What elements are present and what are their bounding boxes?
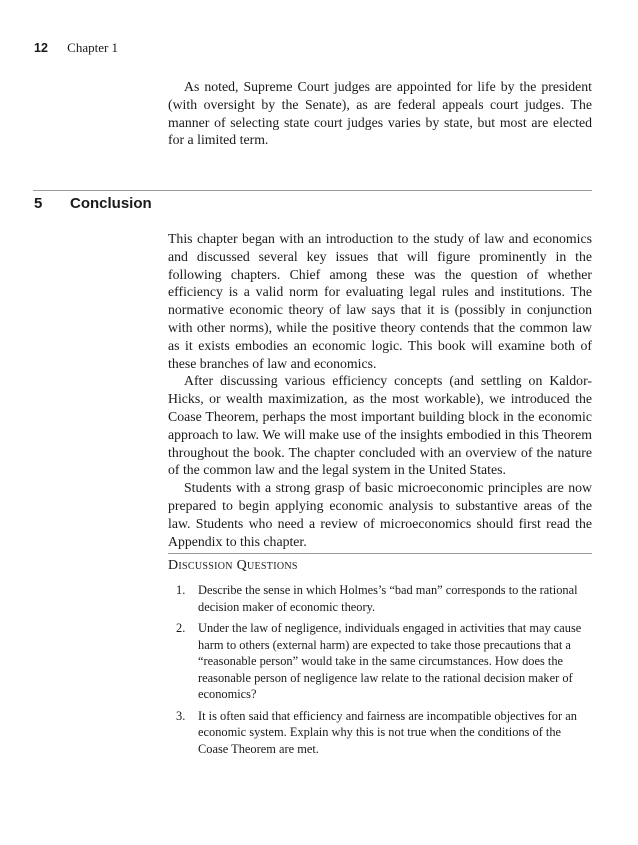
conclusion-paragraph: After discussing various efficiency concepts (and settling on Kaldor-Hicks, or wealth maximization, as the most workable), we introduced the Coase Theorem, perhaps the most important building block in the economic approach to law. We will make use of the insights embodied in this Theorem throughout the book. The chapter concluded with an overview of the nature of the common law and the legal system in the United States. [168, 373, 592, 478]
section-divider [33, 190, 592, 191]
section-heading [34, 195, 152, 212]
conclusion-paragraph: Students with a strong grasp of basic microeconomic principles are now prepared to begin applying economic analysis to substantive areas of the law. Students who need a review of microeconomics should first read the Appendix to this chapter. [168, 480, 592, 549]
page-header [34, 40, 118, 56]
intro-paragraph: As noted, Supreme Court judges are appointed for life by the president (with oversight by the Senate), as are federal appeals court judges. The manner of selecting state court judges varies by state, but most are elected for a limited term. [168, 79, 592, 148]
page-number: 12 [34, 41, 48, 55]
discussion-questions-list [176, 582, 592, 762]
question-text: Describe the sense in which Holmes’s “bad man” corresponds to the rational decision maker of economic theory. [198, 583, 578, 614]
section-number: 5 [34, 195, 43, 212]
running-head: Chapter 1 [67, 40, 119, 55]
discussion-divider [168, 553, 592, 554]
list-item [176, 620, 592, 703]
list-item [176, 582, 592, 615]
question-text: Under the law of negligence, individuals engaged in activities that may cause harm to others (external harm) are expected to take those precautions that a “reasonable person” would take in the same circumstances. How does the reasonable person of negligence law relate to the rational decision maker of economics? [198, 621, 582, 701]
question-text: It is often said that efficiency and fairness are incompatible objectives for an economic system. Explain why this is not true when the conditions of the Coase Theorem are met. [198, 708, 577, 756]
list-item [176, 708, 592, 758]
question-number: 1. [176, 583, 186, 597]
conclusion-text-block [168, 230, 592, 550]
section-title: Conclusion [70, 195, 152, 212]
question-number: 2. [176, 621, 186, 635]
discussion-questions-heading: Discussion Questions [168, 558, 298, 573]
intro-text-block [168, 78, 592, 149]
conclusion-paragraph: This chapter began with an introduction to the study of law and economics and discussed several key issues that will figure prominently in the following chapters. Chief among these was the question of whether efficiency is a valid norm for evaluating legal rules and institutions. The normative economic theory of law says that it is (possibly in conjunction with other norms), while the positive theory contends that the common law as it exists embodies an economic logic. This book will examine both of these branches of law and economics. [168, 231, 592, 371]
question-number: 3. [176, 708, 186, 723]
